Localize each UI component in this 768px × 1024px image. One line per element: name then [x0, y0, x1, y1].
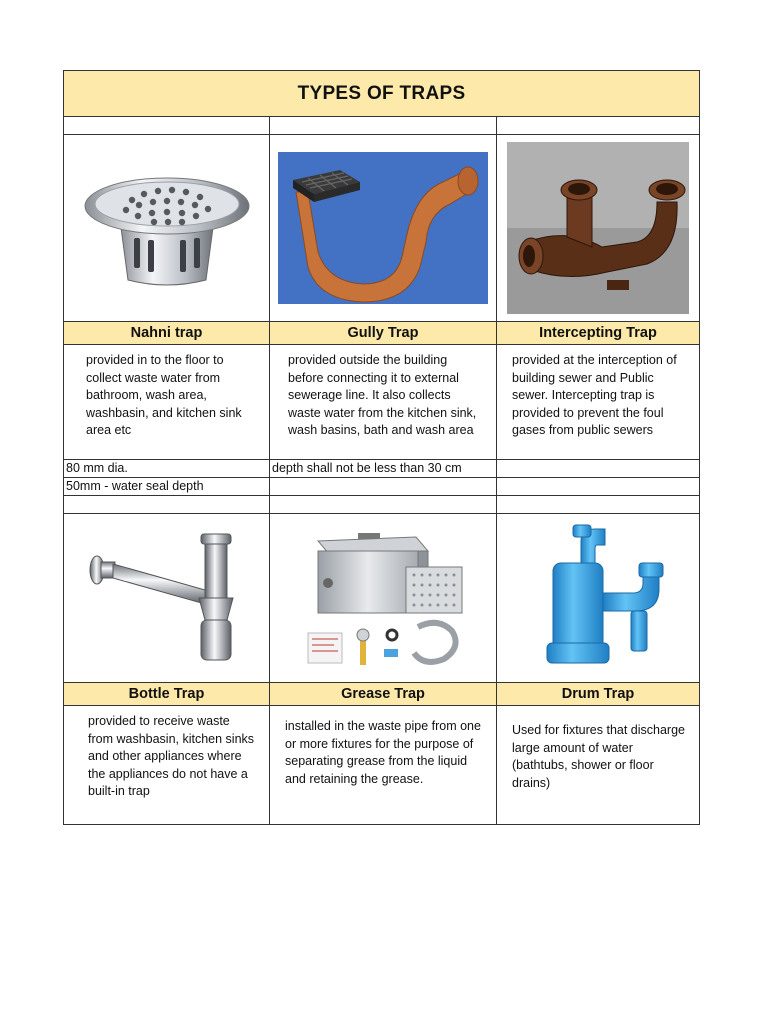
nahni-trap-image-cell [64, 135, 270, 322]
blank-row [64, 117, 700, 135]
intercepting-trap-image-cell [497, 135, 700, 322]
blank-row [64, 496, 700, 514]
page-title: TYPES OF TRAPS [64, 71, 700, 117]
intercepting-trap-name: Intercepting Trap [497, 322, 700, 345]
grease-trap-image [288, 523, 478, 673]
traps-sheet [63, 70, 699, 825]
floor-drain-image [82, 168, 252, 288]
nahni-trap-name: Nahni trap [64, 322, 270, 345]
image-row-1 [64, 135, 700, 322]
description-row-1 [64, 345, 700, 460]
intercepting-trap-description: provided at the interception of building sewer and Public sewer. Intercepting trap is provided to prevent the foul gases from public sewers [497, 345, 700, 460]
grease-trap-name: Grease Trap [270, 683, 497, 706]
drum-trap-name: Drum Trap [497, 683, 700, 706]
bottle-trap-name: Bottle Trap [64, 683, 270, 706]
note-cell: depth shall not be less than 30 cm [270, 460, 497, 478]
note-row-2 [64, 478, 700, 496]
description-row-2 [64, 706, 700, 825]
traps-table [63, 70, 700, 825]
gully-trap-image [278, 152, 488, 304]
image-row-2 [64, 514, 700, 683]
grease-trap-description: installed in the waste pipe from one or more fixtures for the purpose of separating grease from the liquid and retaining the grease. [270, 706, 497, 825]
drum-trap-image [523, 523, 673, 673]
drum-trap-description: Used for fixtures that discharge large amount of water (bathtubs, shower or floor drains) [497, 706, 700, 825]
bottle-trap-image [87, 528, 247, 668]
nahni-trap-description: provided in to the floor to collect waste water from bathroom, wash area, washbasin, and kitchen sink area etc [64, 345, 270, 460]
bottle-trap-image-cell [64, 514, 270, 683]
intercepting-trap-image [507, 142, 689, 314]
note-row-1 [64, 460, 700, 478]
note-cell: 50mm - water seal depth [64, 478, 270, 496]
gully-trap-name: Gully Trap [270, 322, 497, 345]
gully-trap-image-cell [270, 135, 497, 322]
note-cell [497, 460, 700, 478]
grease-trap-image-cell [270, 514, 497, 683]
bottle-trap-description: provided to receive waste from washbasin, kitchen sinks and other appliances where the appliances do not have a built-in trap [64, 706, 270, 825]
note-cell: 80 mm dia. [64, 460, 270, 478]
drum-trap-image-cell [497, 514, 700, 683]
name-row-2 [64, 683, 700, 706]
gully-trap-description: provided outside the building before connecting it to external sewerage line. It also collects waste water from the kitchen sink, wash basins, bath and wash area [270, 345, 497, 460]
name-row-1 [64, 322, 700, 345]
note-cell [497, 478, 700, 496]
note-cell [270, 478, 497, 496]
